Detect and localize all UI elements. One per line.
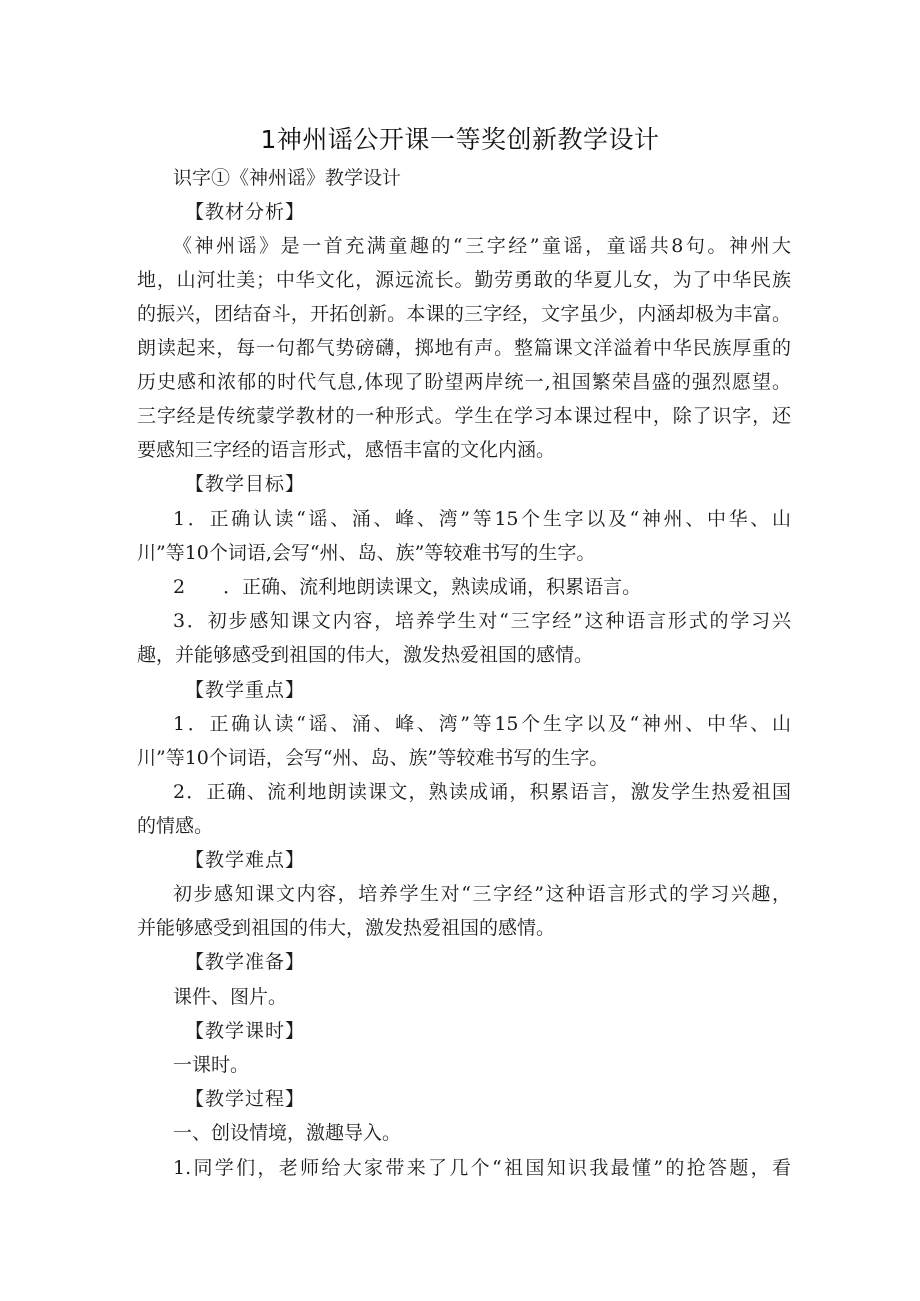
section-heading-difficulties: 【教学难点】: [185, 849, 306, 871]
document-title: 1神州谣公开课一等奖创新教学设计: [260, 125, 660, 154]
analysis-line: 历史感和浓郁的时代气息,体现了盼望两岸统一,祖国繁荣昌盛的强烈愿望。: [137, 371, 791, 393]
section-heading-keypoints: 【教学重点】: [185, 679, 306, 701]
goal-item-3-cont: 趣，并能够感受到祖国的伟大，激发热爱祖国的感情。: [137, 644, 594, 666]
document-subtitle: 识字①《神州谣》教学设计: [173, 167, 402, 189]
process-step-1-1: 1.同学们，老师给大家带来了几个“祖国知识我最懂”的抢答题，看: [173, 1157, 791, 1179]
analysis-line: 要感知三字经的语言形式，感悟丰富的文化内涵。: [137, 439, 556, 461]
difficulty-line: 初步感知课文内容，培养学生对“三字经”这种语言形式的学习兴趣，: [173, 883, 791, 905]
goal-item-3: 3．初步感知课文内容，培养学生对“三字经”这种语言形式的学习兴: [173, 610, 791, 632]
section-heading-duration: 【教学课时】: [185, 1020, 306, 1042]
analysis-line: 的振兴，团结奋斗，开拓创新。本课的三字经，文字虽少，内涵却极为丰富。: [137, 303, 791, 325]
goal-item-1: 1．正确认读“谣、涌、峰、湾”等15个生字以及“神州、中华、山: [173, 508, 791, 530]
analysis-line: 《神州谣》是一首充满童趣的“三字经”童谣，童谣共8句。神州大: [173, 235, 791, 257]
analysis-line: 朗读起来，每一句都气势磅礴，掷地有声。整篇课文洋溢着中华民族厚重的: [137, 337, 791, 359]
section-heading-goals: 【教学目标】: [185, 473, 306, 495]
analysis-line: 三字经是传统蒙学教材的一种形式。学生在学习本课过程中，除了识字，还: [137, 405, 791, 427]
section-heading-preparation: 【教学准备】: [185, 951, 306, 973]
difficulty-line: 并能够感受到祖国的伟大，激发热爱祖国的感情。: [137, 917, 556, 939]
preparation-text: 课件、图片。: [173, 986, 288, 1008]
goal-item-1-cont: 川”等10个词语,会写“州、岛、族”等较难书写的生字。: [137, 542, 596, 564]
keypoint-item-2: 2．正确、流利地朗读课文，熟读成诵，积累语言，激发学生热爱祖国: [173, 781, 791, 803]
duration-text: 一课时。: [173, 1054, 250, 1076]
keypoint-item-2-cont: 的情感。: [137, 815, 214, 837]
section-heading-process: 【教学过程】: [185, 1088, 306, 1110]
keypoint-item-1: 1．正确认读“谣、涌、峰、湾”等15个生字以及“神州、中华、山: [173, 713, 791, 735]
process-step-1: 一、创设情境，激趣导入。: [173, 1122, 402, 1144]
goal-item-2: 2 ．正确、流利地朗读课文，熟读成诵，积累语言。: [173, 576, 642, 598]
keypoint-item-1-cont: 川”等10个词语，会写“州、岛、族”等较难书写的生字。: [137, 747, 609, 769]
section-heading-analysis: 【教材分析】: [185, 201, 306, 223]
analysis-line: 地，山河壮美；中华文化，源远流长。勤劳勇敢的华夏儿女，为了中华民族: [137, 269, 791, 291]
